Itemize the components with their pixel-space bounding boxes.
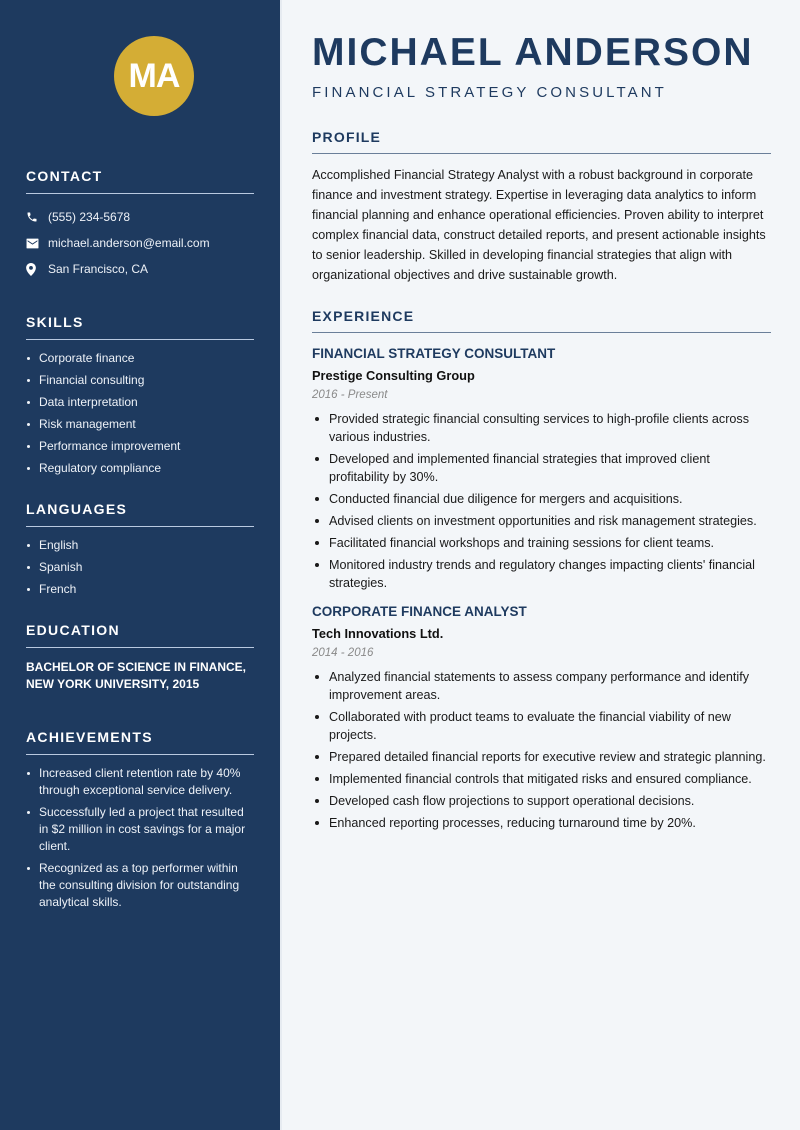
- job-dates: 2014 - 2016: [312, 647, 374, 659]
- profile-section: [312, 129, 771, 285]
- job-bullet: Developed and implemented financial strategies that improved client profitability by 30%.: [312, 450, 771, 486]
- location-pin-icon: [26, 263, 48, 276]
- language-item: Spanish: [26, 559, 254, 576]
- job-bullet: Collaborated with product teams to evaluate the financial viability of new projects.: [312, 708, 771, 744]
- skill-item: Corporate finance: [26, 350, 254, 367]
- candidate-title: FINANCIAL STRATEGY CONSULTANT: [312, 84, 667, 101]
- location-text: San Francisco, CA: [48, 262, 149, 276]
- achievement-item: Increased client retention rate by 40% through exceptional service delivery.: [26, 765, 254, 799]
- experience-heading: EXPERIENCE: [312, 308, 771, 333]
- profile-summary: Accomplished Financial Strategy Analyst with a robust background in corporate finance and investment strategy. Expertise in leveraging data analytics to inform financial planning and enhance operational efficiencies. Proven ability to interpret complex financial data, construct detailed reports, and present actionable insights to senior leadership. Skilled in developing financial strategies that align with organizational objectives and drive sustainable growth.: [312, 168, 766, 282]
- job-bullet: Analyzed financial statements to assess company performance and identify improvement areas.: [312, 668, 771, 704]
- languages-section: [26, 501, 254, 598]
- education-heading: EDUCATION: [26, 622, 254, 648]
- experience-section: [312, 308, 771, 832]
- achievement-item: Successfully led a project that resulted in $2 million in cost savings for a major client.: [26, 804, 254, 855]
- languages-heading: LANGUAGES: [26, 501, 254, 527]
- phone-icon: [26, 211, 48, 223]
- job-bullet: Advised clients on investment opportunities and risk management strategies.: [312, 512, 771, 530]
- contact-section: [26, 168, 254, 282]
- avatar-wrapper: [54, 36, 254, 116]
- job-bullet: Enhanced reporting processes, reducing turnaround time by 20%.: [312, 814, 771, 832]
- achievements-section: [26, 729, 254, 911]
- sidebar: [0, 0, 280, 1130]
- job-bullet: Facilitated financial workshops and training sessions for client teams.: [312, 534, 771, 552]
- contact-location: [26, 256, 254, 282]
- job-bullets: [312, 410, 771, 592]
- skill-item: Performance improvement: [26, 438, 254, 455]
- skill-item: Regulatory compliance: [26, 460, 254, 477]
- achievement-item: Recognized as a top performer within the consulting division for outstanding analytical skills.: [26, 860, 254, 911]
- skill-item: Risk management: [26, 416, 254, 433]
- contact-heading: CONTACT: [26, 168, 254, 194]
- job-bullet: Monitored industry trends and regulatory changes impacting clients' financial strategies.: [312, 556, 771, 592]
- languages-list: [26, 537, 254, 598]
- job-entry: [312, 346, 771, 592]
- job-bullet: Developed cash flow projections to support operational decisions.: [312, 792, 771, 810]
- education-degree: [26, 659, 254, 693]
- skill-item: Data interpretation: [26, 394, 254, 411]
- contact-phone: [26, 204, 254, 230]
- education-section: [26, 622, 254, 693]
- email-address[interactable]: michael.anderson@email.com: [48, 236, 210, 250]
- job-title: CORPORATE FINANCE ANALYST: [312, 604, 527, 619]
- avatar: MA: [114, 36, 194, 116]
- job-bullet: Conducted financial due diligence for mergers and acquisitions.: [312, 490, 771, 508]
- education-line-2: NEW YORK UNIVERSITY, 2015: [26, 677, 200, 691]
- profile-heading: PROFILE: [312, 129, 771, 154]
- skills-list: [26, 350, 254, 477]
- phone-number[interactable]: (555) 234-5678: [48, 210, 131, 224]
- job-company: Tech Innovations Ltd.: [312, 626, 444, 641]
- candidate-name: MICHAEL ANDERSON: [312, 31, 754, 74]
- job-bullet: Provided strategic financial consulting services to high-profile clients across various industries.: [312, 410, 771, 446]
- achievements-list: [26, 765, 254, 911]
- education-line-1: BACHELOR OF SCIENCE IN FINANCE,: [26, 660, 247, 674]
- language-item: French: [26, 581, 254, 598]
- skill-item: Financial consulting: [26, 372, 254, 389]
- email-icon: [26, 238, 48, 249]
- job-bullets: [312, 668, 771, 832]
- language-item: English: [26, 537, 254, 554]
- job-bullet: Implemented financial controls that mitigated risks and ensured compliance.: [312, 770, 771, 788]
- job-bullet: Prepared detailed financial reports for executive review and strategic planning.: [312, 748, 771, 766]
- job-dates: 2016 - Present: [312, 389, 388, 401]
- achievements-heading: ACHIEVEMENTS: [26, 729, 254, 755]
- skills-section: [26, 314, 254, 477]
- job-entry: [312, 604, 771, 832]
- contact-email: [26, 230, 254, 256]
- job-company: Prestige Consulting Group: [312, 368, 475, 383]
- job-title: FINANCIAL STRATEGY CONSULTANT: [312, 346, 556, 361]
- main-content: [280, 0, 800, 1130]
- skills-heading: SKILLS: [26, 314, 254, 340]
